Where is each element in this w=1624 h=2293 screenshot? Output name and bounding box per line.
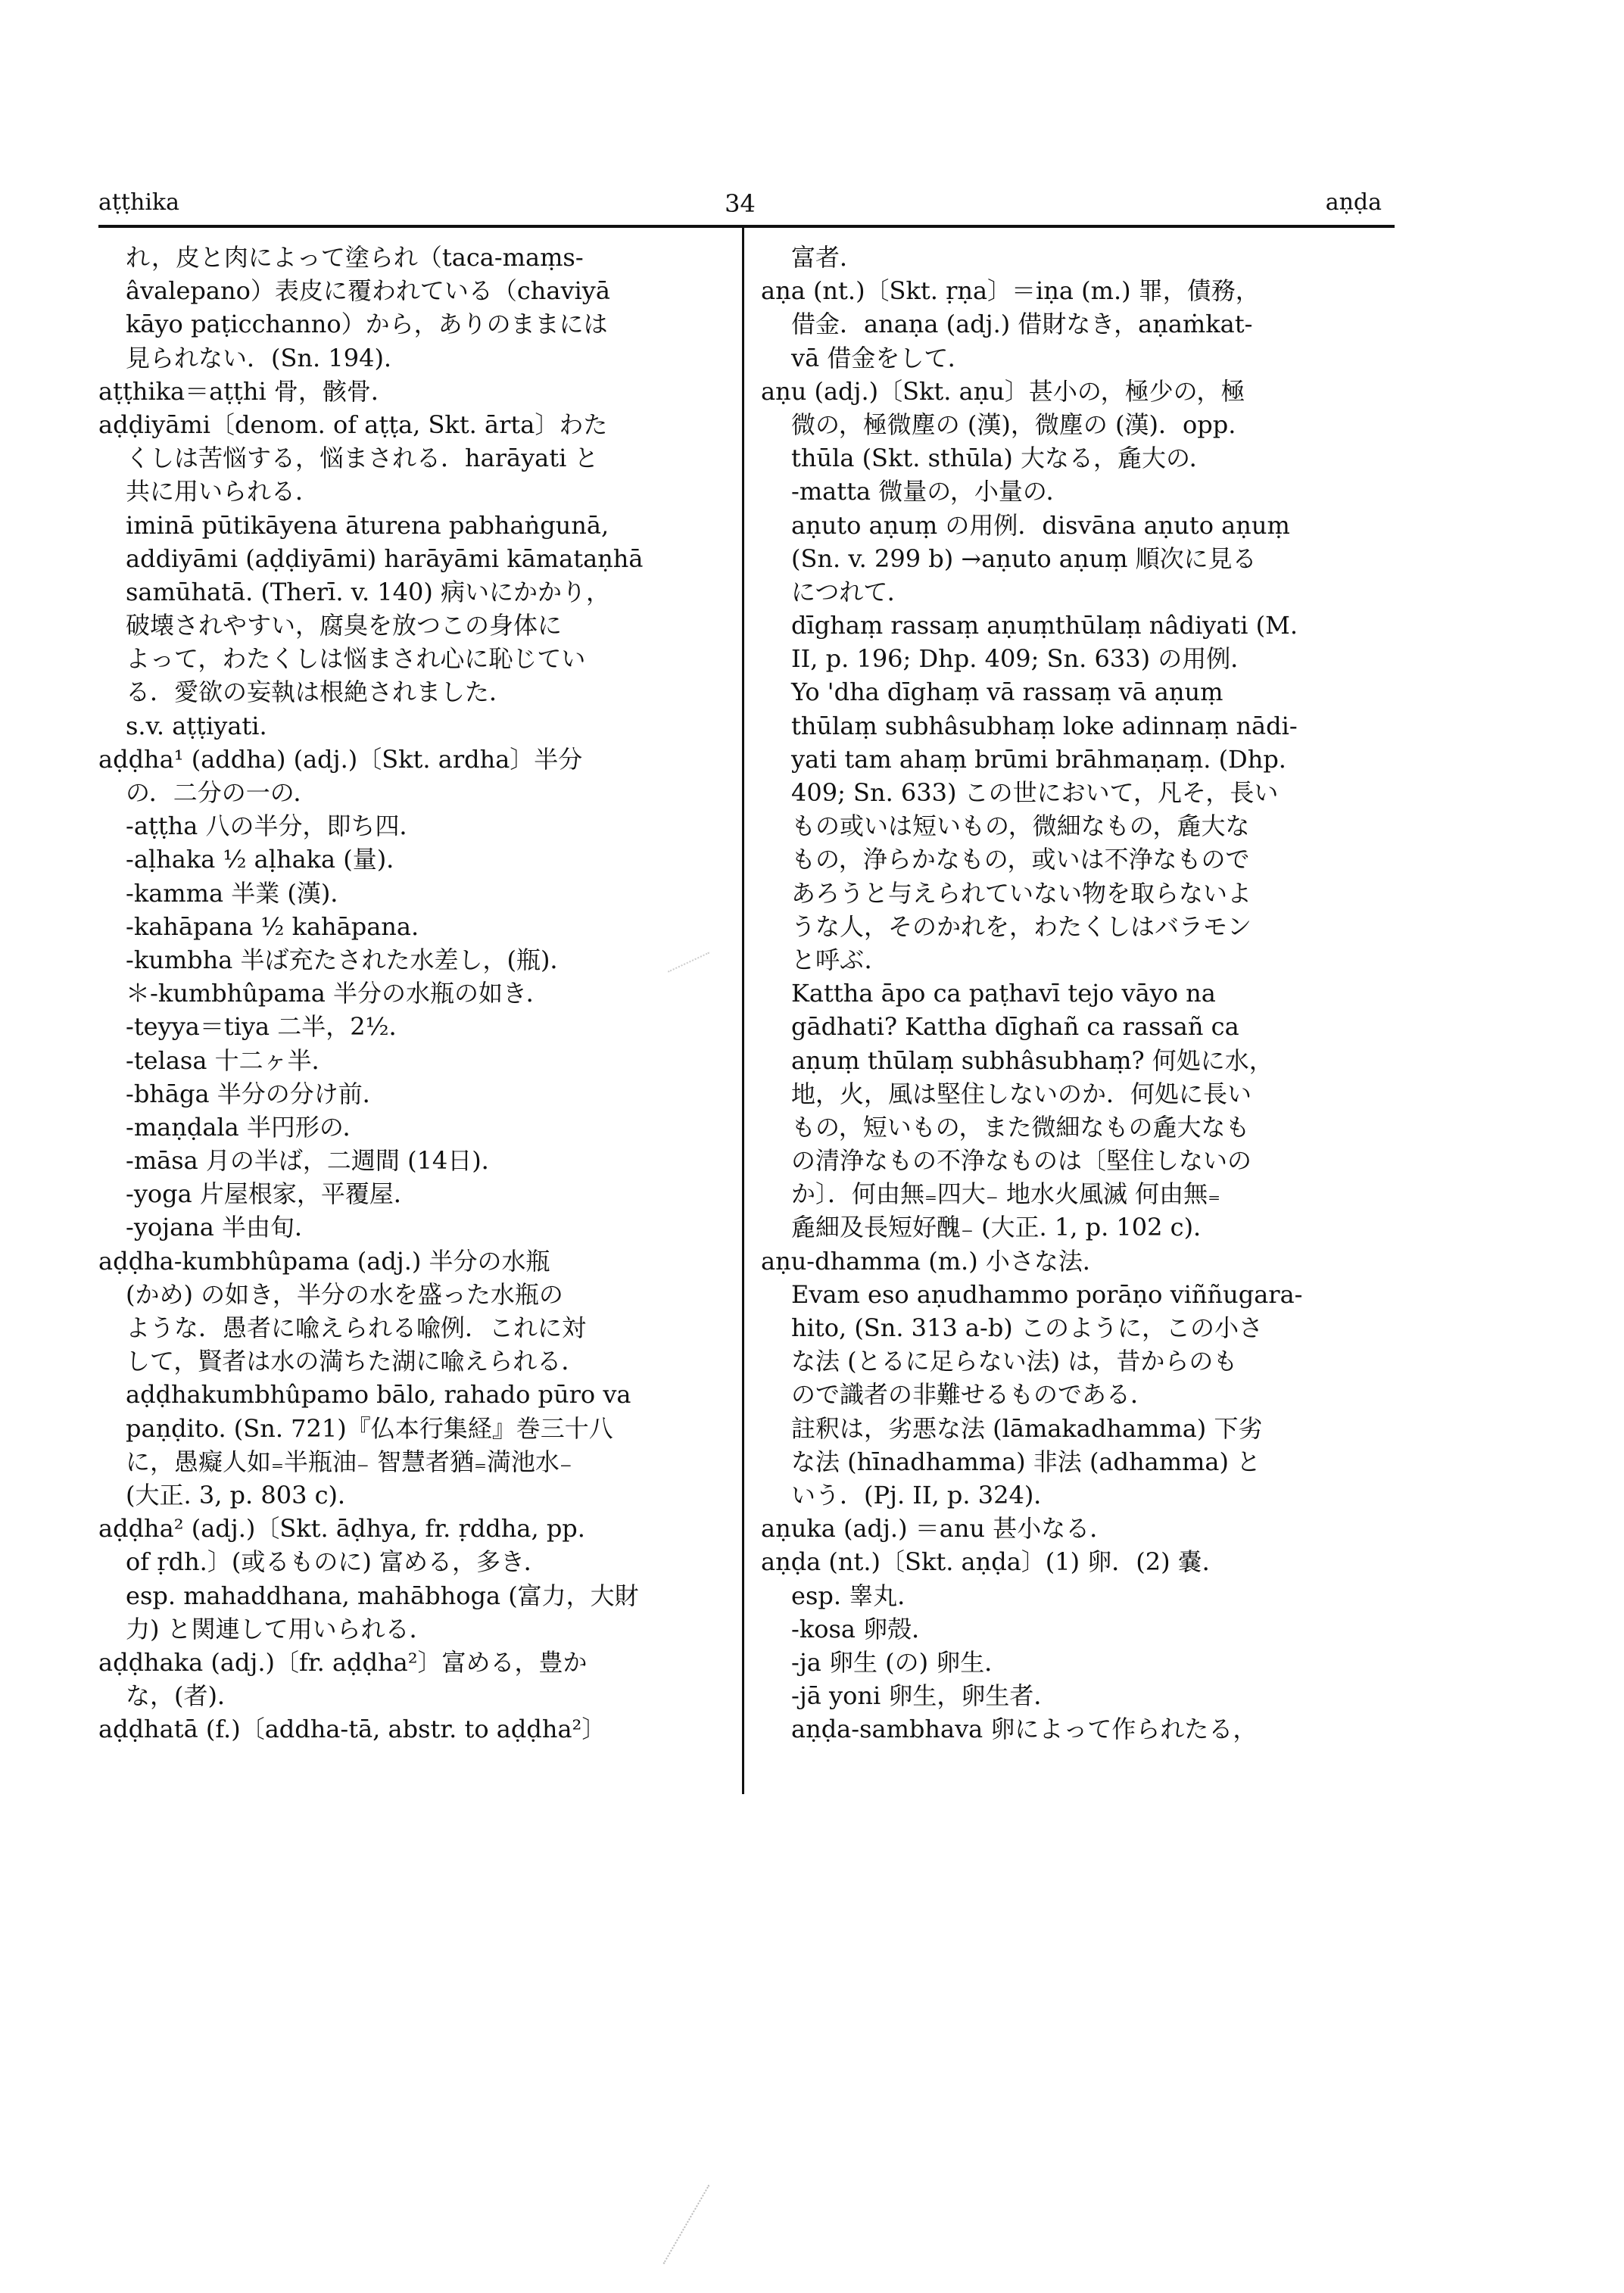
entry-line: -yojana 半由旬．	[126, 1213, 320, 1242]
entry-line: につれて．	[791, 577, 912, 606]
entry-line: aṇuka (adj.) ＝anu 甚小なる．	[761, 1514, 1114, 1544]
entry-line: thūlaṃ subhâsubhaṃ loke adinnaṃ nādi-	[791, 711, 1298, 740]
entry-line: (かめ) の如き，半分の水を盛った水瓶の	[126, 1279, 563, 1309]
entry-line: -kahāpana ½ kahāpana.	[126, 911, 419, 941]
entry-line: 微の，極微塵の (漢)，微塵の (漢)．opp.	[791, 410, 1236, 439]
entry-line: 破壊されやすい，腐臭を放つこの身体に	[126, 611, 563, 640]
entry-line: -bhāga 半分の分け前．	[126, 1079, 387, 1108]
entry-line: aḍḍhaka (adj.)〔fr. aḍḍha²〕富める，豊か	[98, 1647, 588, 1677]
entry-line: 註釈は，劣悪な法 (lāmakadhamma) 下劣	[791, 1413, 1263, 1443]
entry-line: れ，皮と肉によって塗られ（taca-maṃs-	[126, 243, 584, 272]
entry-line: -aṭṭha 八の半分，即ち四．	[126, 812, 424, 841]
entry-line: の清浄なもの不浄なものは〔堅住しないの	[791, 1146, 1252, 1176]
entry-line: よって，わたくしは悩まされ心に恥じてい	[126, 644, 586, 674]
entry-line: -kamma 半業 (漢)．	[126, 878, 355, 908]
entry-line: aṇuto aṇuṃ の用例．disvāna aṇuto aṇuṃ	[791, 510, 1290, 540]
entry-line: aṇu-dhamma (m.) 小さな法．	[761, 1246, 1107, 1276]
entry-line: -yoga 片屋根家，平覆屋．	[126, 1179, 418, 1209]
entry-line: aṇu (adj.)〔Skt. aṇu〕甚小の，極少の，極	[761, 376, 1245, 406]
entry-line: して，賢者は水の満ちた湖に喩えられる．	[126, 1347, 586, 1376]
entry-line: うな人，そのかれを，わたくしはバラモン	[791, 911, 1252, 941]
entry-line: いう．(Pj. II, p. 324)．	[791, 1480, 1058, 1509]
entry-line: samūhatā. (Therī. v. 140) 病いにかかり，	[126, 577, 611, 606]
entry-line: -teyya＝tiya 二半，2½．	[126, 1012, 413, 1042]
entry-line: ので識者の非難せるものである．	[791, 1380, 1155, 1410]
entry-line: of ṛdh.〕(或るものに) 富める，多き．	[126, 1547, 548, 1577]
entry-line: âvalepano）表皮に覆われている（chaviyā	[126, 276, 610, 306]
entry-line: addiyāmi (aḍḍiyāmi) harāyāmi kāmataṇhā	[126, 544, 644, 573]
entry-line: (Sn. v. 299 b) →aṇuto aṇuṃ 順次に見る	[791, 544, 1257, 573]
entry-line: aḍḍha-kumbhûpama (adj.) 半分の水瓶	[98, 1246, 550, 1276]
entry-line: 麁細及長短好醜₋ (大正. 1, p. 102 c)．	[791, 1213, 1218, 1242]
entry-line: -ja 卵生 (の) 卵生．	[791, 1647, 1009, 1677]
entry-line: II, p. 196; Dhp. 409; Sn. 633) の用例．	[791, 644, 1255, 674]
entry-line: 地，火，風は堅住しないのか．何処に長い	[791, 1079, 1252, 1108]
entry-line: 力) と関連して用いられる．	[126, 1614, 434, 1643]
entry-line: -kosa 卵殻．	[791, 1614, 937, 1643]
entry-line: な，(者)．	[126, 1681, 242, 1711]
entry-line: と呼ぶ．	[791, 945, 889, 974]
entry-line: -maṇḍala 半円形の．	[126, 1112, 367, 1142]
column-divider	[742, 227, 744, 1014]
entry-line: -kumbha 半ば充たされた水差し，(瓶)．	[126, 945, 575, 974]
entry-line: 借金．anaṇa (adj.) 借財なき，aṇaṁkat-	[791, 310, 1253, 339]
entry-line: な法 (hīnadhamma) 非法 (adhamma) と	[791, 1447, 1261, 1476]
entry-line: aḍḍha² (adj.)〔Skt. āḍhya, fr. ṛddha, pp.	[98, 1514, 585, 1544]
entry-line: thūla (Skt. sthūla) 大なる，麁大の．	[791, 444, 1214, 473]
entry-line: か〕．何由無₌四大₋ 地水火風滅 何由無₌	[791, 1179, 1221, 1209]
entry-line: に，愚癡人如₌半瓶油₋ 智慧者猶₌満池水₋	[126, 1447, 572, 1476]
left-guide-word: aṭṭhika	[98, 189, 179, 216]
entry-line: もの，短いもの，また微細なもの麁大なも	[791, 1112, 1250, 1142]
entry-line: dīghaṃ rassaṃ aṇuṃthūlaṃ nâdiyati (M.	[791, 611, 1298, 640]
entry-line: aḍḍiyāmi〔denom. of aṭṭa, Skt. ārta〕わた	[98, 410, 608, 439]
header-rule	[98, 225, 1395, 228]
entry-line: Kattha āpo ca paṭhavī tejo vāyo na	[791, 979, 1216, 1008]
entry-line: aḍḍha¹ (addha) (adj.)〔Skt. ardha〕半分	[98, 744, 583, 774]
page-number: 34	[725, 189, 756, 218]
entry-line: もの或いは短いもの，微細なもの，麁大な	[791, 812, 1250, 841]
entry-line: 富者．	[791, 243, 865, 272]
entry-line: Evam eso aṇudhammo porāṇo viññugara-	[791, 1279, 1303, 1309]
entry-line: 共に用いられる．	[126, 477, 320, 506]
entry-line: aṇḍa (nt.)〔Skt. aṇḍa〕(1) 卵．(2) 嚢．	[761, 1547, 1227, 1577]
entry-line: な法 (とるに足らない法) は，昔からのも	[791, 1347, 1238, 1376]
entry-line: 見られない．(Sn. 194).	[126, 343, 392, 372]
entry-line: aṇuṃ thūlaṃ subhâsubhaṃ? 何処に水，	[791, 1045, 1273, 1075]
page-header	[98, 189, 1382, 224]
entry-line: -māsa 月の半ば，二週間 (14日)．	[126, 1146, 506, 1176]
entry-line: Yo 'dha dīghaṃ vā rassaṃ vā aṇuṃ	[791, 678, 1223, 707]
entry-line: の．二分の一の．	[126, 778, 318, 807]
entry-line: あろうと与えられていない物を取らないよ	[791, 878, 1252, 908]
entry-line: iminā pūtikāyena āturena pabhaṅgunā,	[126, 510, 609, 540]
scan-mark	[663, 2185, 714, 2267]
entry-line: る．愛欲の妄執は根絶されました．	[126, 678, 514, 707]
column-divider-lower	[742, 1014, 744, 1794]
entry-line: 409; Sn. 633) この世において，凡そ，長い	[791, 778, 1279, 807]
entry-line: esp. mahaddhana, mahābhoga (富力，大財	[126, 1581, 639, 1610]
entry-line: s.v. aṭṭiyati.	[126, 711, 267, 740]
entry-line: aṭṭhika＝aṭṭhi 骨，骸骨．	[98, 376, 395, 406]
entry-line: aṇḍa-sambhava 卵によって作られたる，	[791, 1715, 1258, 1744]
right-column	[761, 241, 1389, 1746]
entry-line: hito, (Sn. 313 a-b) このように，この小さ	[791, 1313, 1263, 1342]
entry-line: くしは苦悩する，悩まされる．harāyati と	[126, 444, 599, 473]
entry-line: kāyo paṭicchanno）から，ありのままには	[126, 310, 608, 339]
entry-line: aḍḍhatā (f.)〔addha-tā, abstr. to aḍḍha²〕	[98, 1715, 606, 1744]
right-guide-word: aṇḍa	[1325, 189, 1382, 216]
entry-line: -aḷhaka ½ aḷhaka (量)．	[126, 845, 411, 874]
entry-line: -telasa 十二ヶ半．	[126, 1045, 336, 1075]
entry-line: gādhati? Kattha dīghañ ca rassañ ca	[791, 1012, 1239, 1042]
entry-line: もの，浄らかなもの，或いは不浄なもので	[791, 845, 1250, 874]
entry-line: paṇḍito. (Sn. 721)『仏本行集経』巻三十八	[126, 1413, 613, 1443]
entry-line: -jā yoni 卵生，卵生者．	[791, 1681, 1058, 1711]
entry-line: aḍḍhakumbhûpamo bālo, rahado pūro va	[126, 1380, 631, 1410]
entry-line: (大正. 3, p. 803 c)．	[126, 1480, 363, 1509]
entry-line: vā 借金をして．	[791, 343, 972, 372]
entry-line: ＊-kumbhûpama 半分の水瓶の如き．	[126, 979, 550, 1008]
entry-line: esp. 睾丸．	[791, 1581, 922, 1610]
entry-line: aṇa (nt.)〔Skt. ṛṇa〕＝iṇa (m.) 罪，債務，	[761, 276, 1260, 306]
entry-line: yati tam ahaṃ brūmi brāhmaṇaṃ. (Dhp.	[791, 744, 1286, 774]
entry-line: -matta 微量の，小量の．	[791, 477, 1071, 506]
entry-line: ような．愚者に喩えられる喩例．これに対	[126, 1313, 587, 1342]
left-column	[98, 241, 723, 1746]
